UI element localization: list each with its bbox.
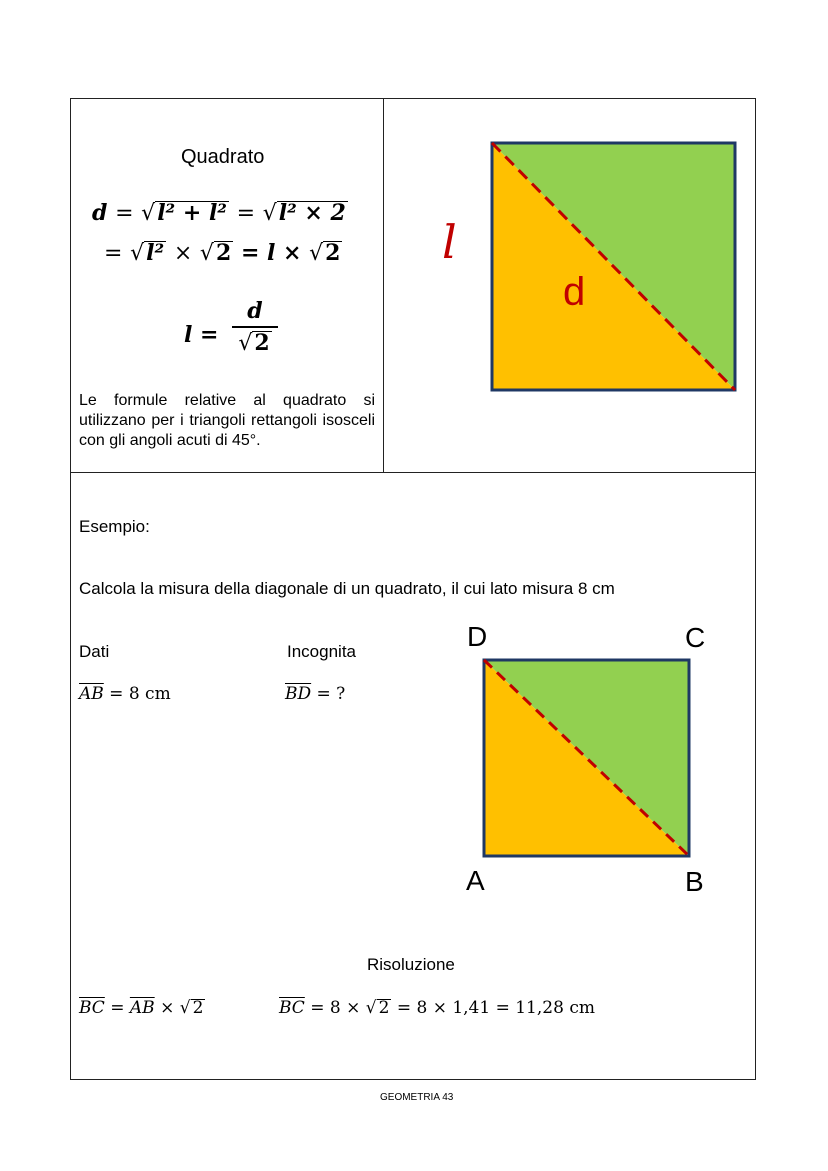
solution-eq: = — [104, 998, 130, 1018]
vertex-b: B — [685, 866, 704, 897]
radicand-2: l² × 2 — [278, 200, 346, 226]
square-figure — [430, 130, 750, 400]
formula2-result: = l × — [240, 240, 310, 266]
dati-value — [79, 684, 171, 704]
formula-diagonal-line2: = √l² × √2 = l × √2 — [104, 240, 341, 266]
column-divider — [383, 98, 384, 473]
segment-bd: $\overline{BD}$ — [285, 684, 312, 704]
section-title: Quadrato — [181, 146, 265, 168]
radicand-5: 2 — [325, 240, 341, 266]
incognita-unknown: = ? — [311, 684, 346, 704]
segment-bc-2: $\overline{BC}$ — [279, 998, 305, 1018]
example-problem: Calcola la misura della diagonale di un quadrato, il cui lato misura 8 cm — [79, 579, 615, 598]
diagonal-label: d — [563, 270, 586, 314]
calc-part-2: = 8 × 1,41 = 11,28 cm — [391, 998, 595, 1018]
calc-radicand: 2 — [378, 998, 390, 1018]
example-heading: Esempio: — [79, 517, 150, 536]
risoluzione-label: Risoluzione — [367, 955, 455, 974]
solution-radicand: 2 — [192, 998, 204, 1018]
segment-bc: $\overline{BC}$ — [79, 998, 105, 1018]
row-divider — [70, 472, 756, 473]
incognita-label: Incognita — [287, 642, 356, 661]
solution-times: × — [154, 998, 180, 1018]
formula-side-lhs: l = — [184, 322, 219, 348]
fraction-denominator: 2 — [254, 329, 270, 356]
times-sign: × — [173, 241, 193, 266]
segment-ab-2: $\overline{AB}$ — [129, 998, 155, 1018]
vertex-a: A — [466, 865, 485, 896]
radicand-1: l² + l² — [157, 200, 227, 226]
radicand-4: 2 — [215, 240, 232, 266]
fraction: d √2 — [232, 298, 278, 356]
incognita-value — [285, 684, 345, 704]
formula2-eq: = — [104, 241, 123, 266]
vertex-c: C — [685, 622, 706, 653]
note-paragraph: Le formule relative al quadrato si utilizzano per i triangoli rettangoli isosceli con gli angoli acuti di 45°. — [79, 392, 375, 449]
page-footer: GEOMETRIA 43 — [380, 1092, 454, 1103]
fraction-numerator: d — [247, 298, 263, 324]
formula-eq: = — [115, 201, 134, 226]
calc-part-1: = 8 × — [304, 998, 366, 1018]
formula-d: d — [92, 200, 108, 226]
dati-number: = 8 cm — [103, 684, 171, 704]
example-square-figure — [450, 618, 730, 898]
vertex-d: D — [467, 621, 488, 652]
solution-formula: $\overline{BC} = \overline{AB}$ × √ 2 — [79, 998, 204, 1018]
dati-label: Dati — [79, 642, 110, 661]
radicand-3: l² — [146, 240, 165, 266]
formula-diagonal: d = √l² + l² = √l² × 2 — [92, 200, 346, 226]
segment-ab: $\overline{AB}$ — [79, 684, 104, 704]
side-label: l — [442, 215, 457, 269]
solution-calculation: $\overline{BC} = 8$ × √ 2 = 8 × 1,41 = 11,28 cm — [279, 998, 595, 1018]
